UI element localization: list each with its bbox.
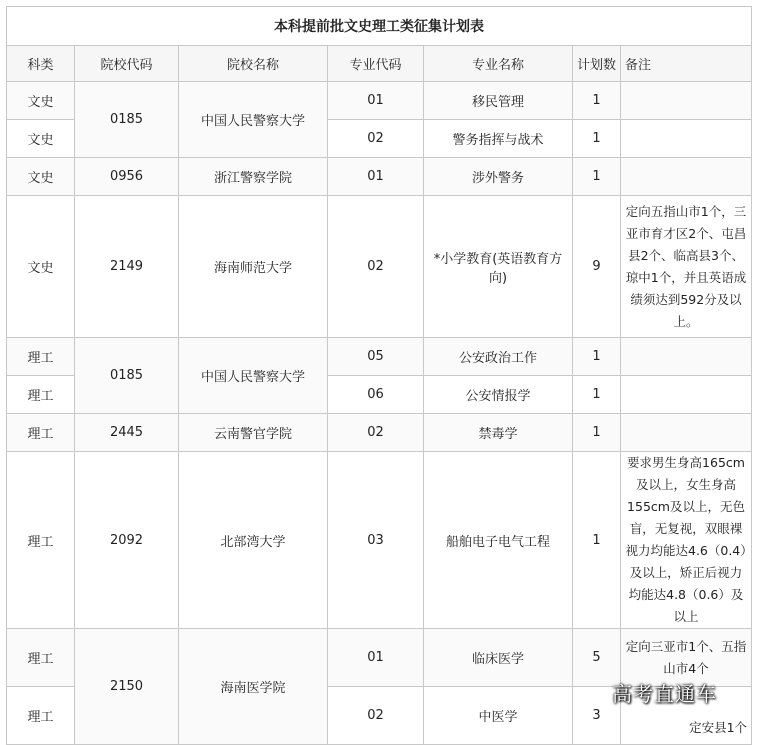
header-category: 科类	[7, 46, 75, 82]
cell-major-code: 02	[328, 120, 424, 158]
cell-plan: 1	[573, 120, 621, 158]
cell-plan: 1	[573, 376, 621, 414]
cell-plan: 1	[573, 414, 621, 452]
cell-category: 文史	[7, 120, 75, 158]
table-row	[7, 338, 752, 376]
cell-school-name: 海南医学院	[179, 629, 328, 745]
cell-plan: 3	[573, 687, 621, 745]
cell-note: 定安县1个	[621, 687, 752, 745]
cell-school-name: 海南师范大学	[179, 196, 328, 338]
cell-school-name: 北部湾大学	[179, 452, 328, 629]
cell-school-name: 云南警官学院	[179, 414, 328, 452]
table-title: 本科提前批文史理工类征集计划表	[7, 7, 752, 46]
cell-major-name: 涉外警务	[424, 158, 573, 196]
cell-school-code: 2150	[75, 629, 179, 745]
cell-school-name: 中国人民警察大学	[179, 82, 328, 158]
cell-major-name: 船舶电子电气工程	[424, 452, 573, 629]
cell-category: 理工	[7, 376, 75, 414]
cell-major-name: 中医学	[424, 687, 573, 745]
cell-note	[621, 158, 752, 196]
cell-school-code: 0185	[75, 82, 179, 158]
cell-major-name: 警务指挥与战术	[424, 120, 573, 158]
header-school-code: 院校代码	[75, 46, 179, 82]
cell-major-code: 01	[328, 158, 424, 196]
cell-category: 理工	[7, 452, 75, 629]
header-notes: 备注	[621, 46, 752, 82]
watermark: 高考直通车	[612, 682, 717, 706]
cell-major-name: *小学教育(英语教育方向)	[424, 196, 573, 338]
cell-major-code: 02	[328, 196, 424, 338]
cell-note: 要求男生身高165cm及以上，女生身高155cm及以上，无色盲，无复视，双眼裸视力均能达4.6（0.4）及以上，矫正后视力均能达4.8（0.6）及以上	[621, 452, 752, 629]
cell-major-name: 禁毒学	[424, 414, 573, 452]
cell-note	[621, 338, 752, 376]
header-school-name: 院校名称	[179, 46, 328, 82]
cell-school-code: 2445	[75, 414, 179, 452]
table-row	[7, 196, 752, 338]
table-row	[7, 414, 752, 452]
cell-category: 文史	[7, 158, 75, 196]
cell-major-code: 06	[328, 376, 424, 414]
cell-category: 理工	[7, 629, 75, 687]
cell-major-name: 临床医学	[424, 629, 573, 687]
table-row	[7, 82, 752, 120]
cell-note: 定向五指山市1个，三亚市育才区2个、屯昌县2个、临高县3个、琼中1个，并且英语成绩须达到592分及以上。	[621, 196, 752, 338]
cell-note: 定向三亚市1个、五指山市4个	[621, 629, 752, 687]
cell-category: 理工	[7, 414, 75, 452]
cell-note	[621, 376, 752, 414]
cell-major-name: 移民管理	[424, 82, 573, 120]
cell-major-name: 公安情报学	[424, 376, 573, 414]
cell-plan: 9	[573, 196, 621, 338]
cell-school-code: 2092	[75, 452, 179, 629]
plan-table	[6, 6, 752, 745]
cell-note	[621, 82, 752, 120]
cell-category: 理工	[7, 687, 75, 745]
cell-plan: 1	[573, 82, 621, 120]
cell-school-code: 0185	[75, 338, 179, 414]
cell-plan: 1	[573, 452, 621, 629]
cell-major-code: 01	[328, 629, 424, 687]
table-row	[7, 452, 752, 629]
cell-major-name: 公安政治工作	[424, 338, 573, 376]
header-major-name: 专业名称	[424, 46, 573, 82]
header-major-code: 专业代码	[328, 46, 424, 82]
cell-major-code: 02	[328, 414, 424, 452]
cell-school-name: 浙江警察学院	[179, 158, 328, 196]
cell-note	[621, 120, 752, 158]
cell-school-code: 2149	[75, 196, 179, 338]
cell-plan: 5	[573, 629, 621, 687]
cell-major-code: 01	[328, 82, 424, 120]
header-plan: 计划数	[573, 46, 621, 82]
cell-school-name: 中国人民警察大学	[179, 338, 328, 414]
cell-major-code: 03	[328, 452, 424, 629]
cell-plan: 1	[573, 158, 621, 196]
cell-major-code: 02	[328, 687, 424, 745]
cell-category: 文史	[7, 82, 75, 120]
table-row	[7, 158, 752, 196]
cell-category: 文史	[7, 196, 75, 338]
cell-school-code: 0956	[75, 158, 179, 196]
cell-plan: 1	[573, 338, 621, 376]
cell-major-code: 05	[328, 338, 424, 376]
cell-note	[621, 414, 752, 452]
cell-category: 理工	[7, 338, 75, 376]
